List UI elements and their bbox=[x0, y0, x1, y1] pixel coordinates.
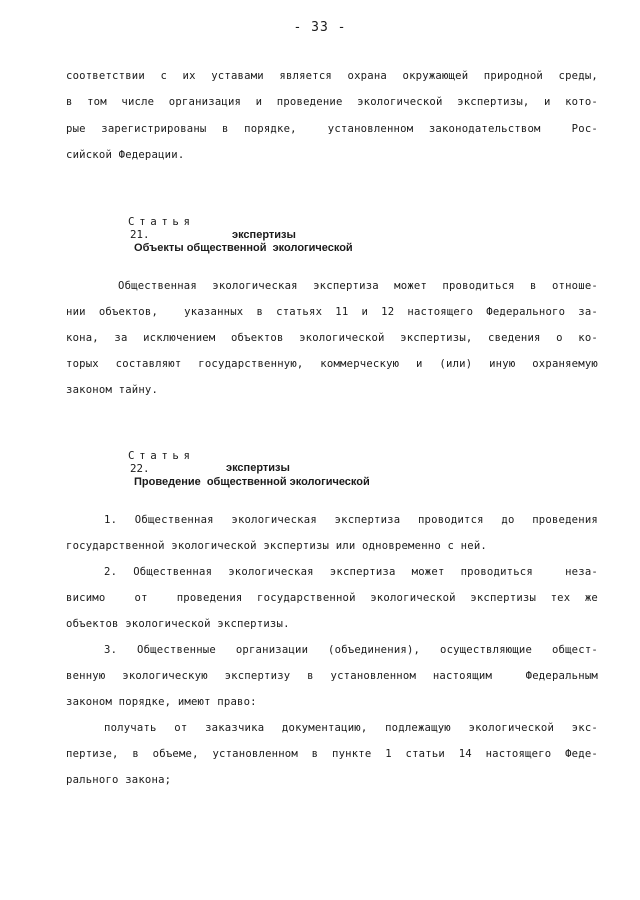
intro-line-4: сийской Федерации. bbox=[66, 149, 185, 161]
article-21-number: 21. bbox=[130, 228, 150, 241]
article-22-title-line1: Проведение общественной экологической bbox=[134, 476, 370, 488]
page-number: - 33 - bbox=[293, 20, 347, 35]
article-21-title-line1: Объекты общественной экологической bbox=[134, 242, 353, 254]
article-22-title-line2: экспертизы bbox=[226, 462, 290, 474]
article-21-label: Статья bbox=[128, 215, 195, 228]
article-21-heading bbox=[102, 202, 353, 267]
article-22-line-1: 1. Общественная экологическая экспертиза проводится до проведения bbox=[104, 514, 598, 526]
article-21-line-3: кона, за исключением объектов экологической экспертизы, сведения о ко- bbox=[66, 332, 598, 344]
intro-line-1: соответствии с их уставами является охрана окружающей природной среды, bbox=[66, 70, 598, 82]
article-22-number: 22. bbox=[130, 462, 150, 475]
article-22-line-6: 3. Общественные организации (объединения), осуществляющие общест- bbox=[104, 644, 598, 656]
article-22-line-3: 2. Общественная экологическая экспертиза может проводиться неза- bbox=[104, 566, 598, 578]
article-22-line-9: получать от заказчика документацию, подлежащую экологической экс- bbox=[104, 722, 598, 734]
article-22-line-5: объектов экологической экспертизы. bbox=[66, 618, 290, 630]
intro-line-3: рые зарегистрированы в порядке, установленном законодательством Рос- bbox=[66, 123, 598, 135]
article-22-line-11: рального закона; bbox=[66, 774, 172, 786]
article-21-line-2: нии объектов, указанных в статьях 11 и 12 настоящего Федерального за- bbox=[66, 306, 598, 318]
article-21-line-4: торых составляют государственную, коммерческую и (или) иную охраняемую bbox=[66, 358, 598, 370]
article-22-line-2: государственной экологической экспертизы или одновременно с ней. bbox=[66, 540, 487, 552]
article-22-line-10: пертизе, в объеме, установленном в пункте 1 статьи 14 настоящего Феде- bbox=[66, 748, 598, 760]
article-22-line-8: законом порядке, имеют право: bbox=[66, 696, 257, 708]
article-22-label: Статья bbox=[128, 449, 195, 462]
article-22-line-4: висимо от проведения государственной экологической экспертизы тех же bbox=[66, 592, 598, 604]
intro-line-2: в том числе организация и проведение экологической экспертизы, и кото- bbox=[66, 96, 598, 108]
article-21-title-line2: экспертизы bbox=[232, 229, 296, 241]
article-22-line-7: венную экологическую экспертизу в установленном настоящим Федеральным bbox=[66, 670, 598, 682]
article-21-line-5: законом тайну. bbox=[66, 384, 159, 396]
article-21-line-1: Общественная экологическая экспертиза может проводиться в отноше- bbox=[118, 280, 598, 292]
